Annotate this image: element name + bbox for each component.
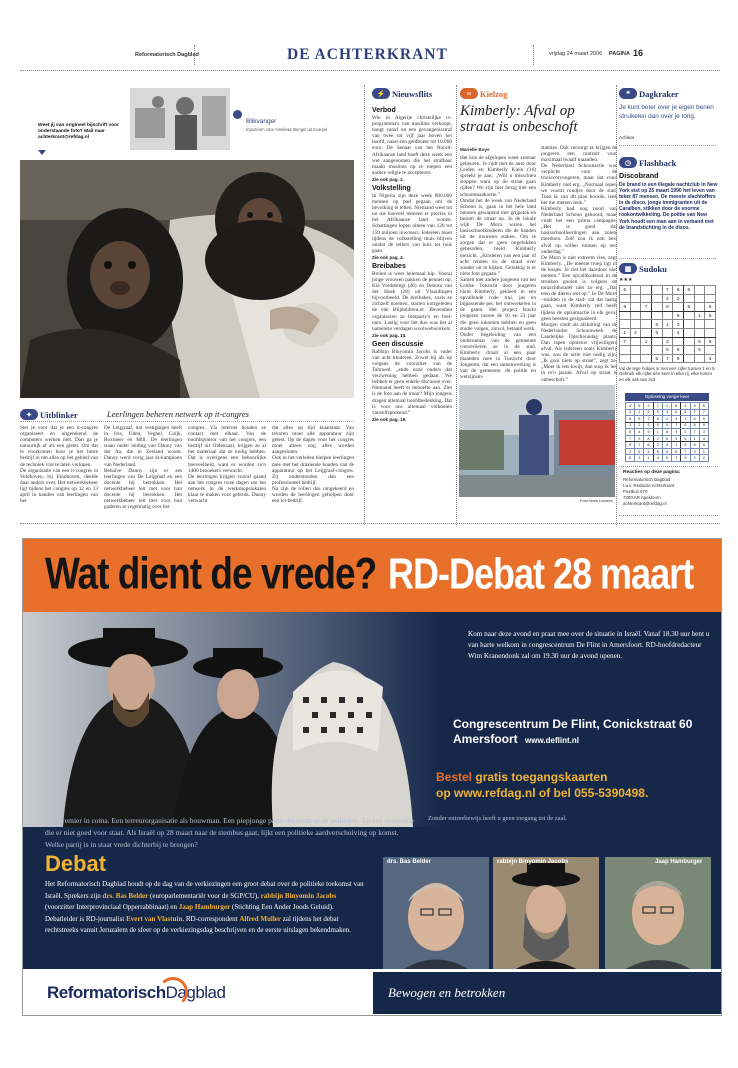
solution-cell: 1 — [626, 422, 635, 429]
solution-cell: 6 — [662, 455, 671, 462]
kielzog-col-2: stanties. Ook verzorgt ze krijgen de jongeren een contract voor maximaal twaalf maanden. De Nederland Schoonactie was verplicht voor de traciecoryongeren, maar dat vond Kimberly niet erg. „Normaal lopen we vooral rondjes door de stad. Toen ik van dit plan hoorde, leek het me meteen leuk.” Kimberly had nog nooit van Nederland Schoon gehoord, maar vindt het een prima campagne. „Het is goed dat basisschoolleerlingen aan zoiets meedoen. Zelf zou ik ook best afval op willen ruimen op een ouderdag.” De Morn is niet extreem vies, zegt Kimberly. „De meeste troep ligt in de bosjes. Je ziet het daardoor niet meteen.” Een opvallikoktoni in de struiken gooien is volgens de tonzichthouder niet zo erg. „Dat eten de dieren wel op.” In De Morn ~midden in de stad- zat dat laatig gaan, want Kimberly zelf heeft tijdens de opruimactie in elk geval geen beesten gesignaleerd. Morgen vindt als afsluiting van de Nederlandse Schoonweek de Landelijke Opschoondag plaats. Dan rapen opnieuw vrijwilligers afval. Als iedereen zoals Kimberly was, zou de actie niet nodig zijn. „Ik gooi niets op straat”, zegt ze. „Moet ik iets kwijt, dan stop ik het in m'n jaszak. Afval op straat is onbeschoft.” — [541, 145, 617, 383]
sudoku-cell: 7 — [662, 286, 673, 295]
sudoku-cell: 5 — [705, 311, 716, 320]
contact-address: Reformatorisch Dagblad t.a.v. Redactie Achterkrant Postbus 670 7300 AR Apeldoorn achterkrant@refdag.nl — [623, 477, 675, 506]
grid-row — [620, 311, 716, 320]
paper-name: Reformatorisch Dagblad — [135, 52, 199, 58]
solution-cell: 8 — [690, 442, 699, 449]
solution-cell: 6 — [635, 448, 644, 455]
grid-row — [620, 303, 716, 312]
solution-cell: 8 — [662, 429, 671, 436]
news-ref: Zie ook pag. 4. — [372, 254, 404, 260]
lightning-icon: ⚡ — [372, 88, 390, 99]
ad-headline-left: Wat dient de vrede? — [45, 549, 377, 599]
solution-cell: 8 — [653, 448, 662, 455]
sudoku-cell: 8 — [683, 286, 694, 295]
solution-cell: 4 — [653, 455, 662, 462]
portrait-jacobs — [493, 857, 599, 977]
solution-cell: 1 — [662, 403, 671, 410]
news-item — [372, 341, 452, 422]
sudoku-cell[interactable] — [683, 328, 694, 337]
rd-logo[interactable] — [47, 983, 225, 1003]
solution-cell: 9 — [635, 416, 644, 423]
solution-cell: 5 — [672, 409, 681, 416]
news-body: Breien is weer helemaal hip. Vooral jonge vrouwen pakken de pennen op. Kia Vredebregt (46) en Debora van der Hoek (28) uit Vlaardingen bijvoorbeeld. De breibabes, zoals ze zichzelf noemen, starten kortgeleden de site Blijdubbreu.nl. Bevendien organiseren ze breiparty's en brei-uurs. Lastig voor het duo was het al namenste verdagen woolwebwinkels. — [372, 270, 452, 332]
sudoku-instructions: Vul de lege hokjes in met een cijfer tussen 1 en 9. Gebruik elk cijfer één keer in elke rij, elke kolom en elk vak van 3x3. — [619, 366, 716, 382]
dagkraker-label: Dagkraker — [639, 88, 679, 99]
solution-cell: 1 — [644, 455, 653, 462]
sudoku-cell[interactable] — [620, 311, 631, 320]
news-ref: Zie ook pag. 2. — [372, 176, 404, 182]
star-icon: ✦ — [20, 409, 38, 420]
grid-row — [620, 320, 716, 329]
sudoku-cell[interactable] — [641, 320, 652, 329]
sudoku-cell[interactable] — [705, 320, 716, 329]
kielzog-tag — [460, 88, 540, 99]
sudoku-cell: 5 — [620, 286, 631, 295]
sudoku-cell[interactable] — [641, 328, 652, 337]
sudoku-cell: 2 — [630, 328, 641, 337]
solution-cell: 7 — [699, 409, 708, 416]
sudoku-cell: 8 — [662, 303, 673, 312]
sudoku-cell[interactable] — [630, 354, 641, 363]
logo-text-b: Dagblad — [165, 983, 226, 1002]
sudoku-cell: 1 — [694, 311, 705, 320]
solution-grid — [625, 402, 709, 462]
sudoku-cell[interactable] — [705, 346, 716, 355]
sudoku-cell: 9 — [694, 337, 705, 346]
sudoku-cell[interactable] — [620, 294, 631, 303]
solution-cell: 5 — [644, 429, 653, 436]
solution-cell: 2 — [690, 455, 699, 462]
venue-city: Amersfoort — [453, 732, 518, 746]
solution-cell: 2 — [699, 455, 708, 462]
sudoku-cell: 8 — [662, 346, 673, 355]
solution-cell: 2 — [690, 409, 699, 416]
grid-row — [620, 354, 716, 363]
sudoku-cell: 6 — [673, 346, 684, 355]
flashback-text: De brand in een illegale nachtclub in New York eist op 25 maart 1990 het leven van teker 87 mensen. De meeste slachtoffers in de disco, jonge immigranten uit de Caraïben, stikken door de enorme rookontwikkeling. De politie van New York houdt een man aan in verband met de brandstichting in de disco. — [619, 182, 718, 231]
sudoku-cell: 9 — [673, 354, 684, 363]
uitblinker-headline: Leerlingen beheren netwerk op it-congres — [107, 409, 249, 419]
sudoku-cell: 1 — [641, 337, 652, 346]
news-ref: Zie ook pag. 13. — [372, 332, 407, 338]
solution-cell: 4 — [635, 429, 644, 436]
blikvanger-thumbnail — [130, 88, 230, 150]
ad-premier-text: Een premier in coma. Een terreurorganisatie als bouwman. Een piepjonge partij die piekt in de peilingen. En een economie die er niet goed voor staat. Als Israël op 28 maart naar de stembus gaat, lijkt een politieke aardverschuiving op komst. Welke partij is in staat vrede dichterbij te brengen? — [45, 816, 414, 849]
sudoku-cell[interactable] — [705, 286, 716, 295]
solution-cell: 9 — [699, 422, 708, 429]
portrait-hamburger-label: Jaap Hamburger — [655, 859, 703, 865]
solution-cell: 1 — [681, 416, 690, 423]
solution-cell: 8 — [644, 435, 653, 442]
debate-leader: Evert van Vlastuin — [126, 914, 183, 923]
dagkraker-quote: Je kunt beter over je eigen benen struikelen dan over je tong. — [619, 104, 714, 120]
sudoku-cell: 2 — [673, 294, 684, 303]
sudoku-cell: 4 — [662, 294, 673, 303]
news-item — [372, 263, 452, 338]
sudoku-cell[interactable] — [683, 346, 694, 355]
sudoku-cell: 6 — [705, 303, 716, 312]
sudoku-cell: 5 — [683, 303, 694, 312]
solution-cell: 2 — [644, 403, 653, 410]
sudoku-cell[interactable] — [694, 328, 705, 337]
flashback-tag — [619, 157, 716, 168]
pencil-icon — [233, 110, 242, 119]
page-number: 16 — [633, 48, 644, 58]
sudoku-difficulty: ★★★ — [619, 277, 633, 283]
solution-cell: 2 — [653, 442, 662, 449]
blikvanger-title: Blikvanger — [246, 118, 277, 125]
grid-row — [626, 455, 709, 462]
sudoku-cell[interactable] — [683, 354, 694, 363]
rd-debat-advertisement[interactable] — [22, 538, 722, 1016]
solution-cell: 4 — [644, 448, 653, 455]
clock-icon: ◷ — [619, 157, 637, 168]
sudoku-cell[interactable] — [620, 346, 631, 355]
solution-cell: 2 — [653, 435, 662, 442]
uitblinker-col-3: congres. Via internet houden ze contact met elkaar. Van de hoofdsponsor van het congres, een bedrijf uit Oldenzaal, krijgen ze al het materiaal dat ze nodig hebben. Dat is overigens een behoorlijke hoeveelheid, want er worden zo'n 1400 bezoekers verwacht. De leerlingen krijgen vooraf gaand aan het congres twee dagen om het netwerk in de werkshopslokalen klaar te maken voor gebruik. Danny verwacht — [188, 425, 266, 505]
solution-cell: 9 — [672, 429, 681, 436]
flashback-label: Flashback — [639, 157, 677, 168]
solution-cell: 2 — [681, 429, 690, 436]
portrait-belder — [383, 857, 489, 977]
sudoku-cell[interactable] — [641, 294, 652, 303]
solution-cell: 8 — [672, 403, 681, 410]
sudoku-cell[interactable] — [630, 320, 641, 329]
debat-text: Het Reformatorisch Dagblad houdt op de dag van de verkiezingen een groot debat over de politieke toekomst van Israël. Sprekers zijn drs. Bas Belder (europarlementariër voor de SGP/CU), rabbijn Binyomin Jacobs (voorzitter Interprovinciaal Opperrabbinaat) en Jaap Hamburger (Stichting Een Ander Joods Geluid). Debatleider is RD-journalist Evert van Vlastuin. RD-correspondent Alfred Muller zal tijdens het debat rechtstreeks vanuit Jeruzalem de sfeer op de verkiezingsdag beschrijven en de eerste uitslagen bekendmaken. — [45, 880, 364, 934]
solution-cell: 7 — [653, 403, 662, 410]
solution-cell: 5 — [653, 422, 662, 429]
solution-cell: 3 — [690, 448, 699, 455]
sudoku-cell: 6 — [651, 328, 662, 337]
content-bottom-rule — [20, 523, 720, 524]
tickets-contact: op www.refdag.nl of bel 055-5390498. — [436, 786, 649, 800]
speaker-2: rabbijn Binyomin Jacobs — [260, 891, 337, 900]
news-body: In Nigeria zijn deze week 800.000 mensen op pad gegaan om de bevolking te tellen. Niemand weet tot nu toe hoeveel mensen er precies in het Afrikaanse land wonen. Schattingen lopen uiteen van 120 tot 150 miljoen inwoners. Iedereen moet tijdens de volkstelling thuis blijven omdat de tellers van huis tot huis gaan. — [372, 192, 452, 254]
sudoku-cell[interactable] — [683, 320, 694, 329]
uitblinker-col-1: Stel je voor dat je een it-congres organiseert en uitgerekend de computers werken niet. Dan ga je natuurlijk af als een gieter. Om dat te voorkomen huur je het beste bedrijf in om alles op het gebied van de techniek vlot te laten verlopen. De organisatie van een it-congres in Veldhoven, bij Eindhoven, deelde daar anders over. Het netwerkbeheer ligt tijdens het congres op 12 en 13 april in handen van leerlingen van het — [20, 425, 98, 505]
sudoku-label: Sudoku — [639, 263, 667, 274]
solution-cell: 3 — [662, 442, 671, 449]
solution-cell: 5 — [699, 442, 708, 449]
uitblinker-label: Uitblinker — [40, 409, 78, 420]
nieuwsflits-label: Nieuwsflits — [392, 88, 433, 99]
kielzog-label: Kielzog — [480, 88, 508, 99]
solution-cell: 2 — [626, 448, 635, 455]
ad-intro: Kom naar deze avond en praat mee over de situatie in Israël. Vanaf 18.30 uur bent u van harte welkom in congrescentrum De Flint in Amersfoort. RD-hoofdredacteur Wim Kranendonk zal om 19.30 uur de avond openen. — [468, 630, 710, 660]
solution-cell: 8 — [626, 416, 635, 423]
speaker-3: Jaap Hamburger — [178, 903, 231, 911]
sudoku-cell[interactable] — [641, 286, 652, 295]
sudoku-cell: 3 — [673, 320, 684, 329]
logo-text-a: Reformatorisch — [47, 983, 166, 1002]
ad-venue — [453, 717, 718, 748]
sudoku-cell[interactable] — [630, 346, 641, 355]
solution-cell: 7 — [626, 435, 635, 442]
correspondent: Alfred Muller — [239, 914, 281, 923]
news-body: Rabbijn Binyomin Jacobs is vader van acht kinderen. Zowel bij als op volgens de voorzitter van de Talmoed. „ende onze ouders dat verzwening hebben gedaan. We hebben er geen enkele discussie over. Niemand heeft er behoefte aan. Ziet is de foto aan de muur? Mijn jongens dragen allemaal hoofdbedekking. Dat is voor ons allemaal volkomen vanzelfsprekend.” — [372, 348, 452, 416]
sudoku-cell[interactable] — [705, 294, 716, 303]
sudoku-cell[interactable] — [694, 320, 705, 329]
sudoku-cell[interactable] — [651, 337, 662, 346]
news-title: Breibabes — [372, 262, 406, 270]
solution-cell: 1 — [690, 435, 699, 442]
solution-cell: 6 — [681, 442, 690, 449]
solution-cell: 4 — [699, 435, 708, 442]
ad-footer — [23, 969, 722, 1016]
solution-cell: 1 — [672, 442, 681, 449]
solution-cell: 1 — [699, 448, 708, 455]
photo-prompt: Weet jij van origineel bijschrift voor onderstaande foto? Mail naar achterkrant@refdag.nl — [38, 123, 119, 140]
sudoku-cell[interactable] — [683, 311, 694, 320]
sudoku-cell[interactable] — [662, 311, 673, 320]
news-title: Geen discussie — [372, 340, 424, 348]
solution-cell: 7 — [644, 416, 653, 423]
sudoku-cell[interactable] — [694, 303, 705, 312]
kielzog-headline: Kimberly: Afval op straat is onbeschoft — [460, 103, 578, 135]
solution-cell: 1 — [653, 429, 662, 436]
news-item — [372, 185, 452, 260]
sudoku-cell: 7 — [641, 303, 652, 312]
solution-cell: 3 — [644, 422, 653, 429]
sudoku-cell[interactable] — [630, 294, 641, 303]
solution-cell: 9 — [662, 448, 671, 455]
grid-row — [620, 346, 716, 355]
news-ref: Zie ook pag. 19. — [372, 416, 407, 422]
solution-cell: 7 — [635, 442, 644, 449]
solution-cell: 6 — [644, 442, 653, 449]
solution-cell: 5 — [681, 435, 690, 442]
solution-cell: 8 — [681, 409, 690, 416]
sudoku-cell[interactable] — [651, 311, 662, 320]
grid-row — [620, 328, 716, 337]
section-title: DE ACHTERKRANT — [287, 46, 448, 63]
issue-date: vrijdag 24 maart 2006 — [549, 51, 603, 57]
solution-cell: 8 — [690, 422, 699, 429]
solution-cell: 6 — [681, 422, 690, 429]
news-title: Verbod — [372, 107, 396, 114]
solution-cell: 9 — [626, 442, 635, 449]
solution-cell: 7 — [690, 429, 699, 436]
ad-headline-right: RD-Debat 28 maart — [388, 549, 694, 599]
sudoku-cell[interactable] — [694, 294, 705, 303]
solution-cell: 3 — [626, 409, 635, 416]
venue-name: Congrescentrum De Flint, Conickstraat 60 — [453, 717, 693, 731]
solution-cell: 5 — [699, 416, 708, 423]
sudoku-cell[interactable] — [630, 337, 641, 346]
solution-cell: 1 — [635, 409, 644, 416]
portrait-hamburger — [605, 857, 711, 977]
solution-cell: 9 — [681, 455, 690, 462]
grid-row — [620, 337, 716, 346]
sudoku-cell: 5 — [651, 354, 662, 363]
sudoku-cell: 9 — [673, 311, 684, 320]
news-title: Volkstelling — [372, 184, 411, 192]
sudoku-cell[interactable] — [630, 311, 641, 320]
kimberly-photo — [459, 385, 615, 497]
solution-cell: 5 — [672, 448, 681, 455]
kielzog-col-1: Het kon de afgelopen week zomaar gebeuren. Je rijdt met de auto door Leiden en Kimberly Klein (16) spreekt je aan: „Wilt u misschien stoppen want op de straat gaan rijden? We zijn hier bezig met een schoonmaakactie.” Omdat het de week van Nederland Schoon is, gaan in het hele land mensen gewapend met grijpstok en bezem de straat op. In de lokale wijk De Morn waren het basisschoolkinderen die de handen uit de mouwen staken. Om te zorgen dat er geen ongelukken gebeurden, hield Kimberly toezicht. „Kinderen van een jaar of acht rennen zo de straat over zonder uit te kijken. Gelukkig is er niets fout gegaan.” Samen met andere jongeren van het Leidse Toezicht door jongeren hield Kimberly, gekleed in een opvallende rode trui, jas en bijpassende pet, het ontwerkeren in de gaten. Het project bracht jongeren tussen de 16 en 23 jaar die geen inkomen hebben en geen studie volgen, zinvol, betaald werk. Onder begeleiding van een ondernemar van de gemeente converlieren ze in de stad. Kimberly draait al een paar maanden mee in Toezicht door Jongeren, dat een samenwerking is van de gemeente, de politie en welzijnsin- — [460, 155, 536, 381]
uitblinker-tag — [20, 409, 100, 420]
sudoku-cell[interactable] — [673, 303, 684, 312]
sudoku-cell: 7 — [620, 337, 631, 346]
portrait-belder-label: drs. Bas Belder — [387, 859, 432, 865]
sudoku-cell[interactable] — [641, 346, 652, 355]
grid-row — [620, 294, 716, 303]
solution-cell: 3 — [635, 455, 644, 462]
ad-tickets[interactable] — [436, 769, 721, 801]
solution-cell: 9 — [653, 409, 662, 416]
sudoku-cell[interactable] — [620, 354, 631, 363]
speaker-1: drs. Bas Belder — [102, 891, 149, 900]
solution-cell: 3 — [699, 429, 708, 436]
debat-title: Debat — [45, 851, 107, 876]
sudoku-cell: 4 — [705, 354, 716, 363]
sudoku-cell[interactable] — [705, 328, 716, 337]
solution-cell: 3 — [672, 435, 681, 442]
sudoku-cell[interactable] — [694, 286, 705, 295]
contact-box — [619, 466, 718, 516]
logo-swoosh-icon — [158, 977, 188, 1007]
solution-cell: 3 — [681, 403, 690, 410]
sudoku-cell[interactable] — [683, 294, 694, 303]
sudoku-cell[interactable] — [662, 328, 673, 337]
masthead — [0, 40, 738, 70]
solution-label: Oplossing vorige keer — [625, 393, 709, 401]
flashback-title: Discobrand — [619, 171, 659, 180]
sudoku-cell: 6 — [651, 320, 662, 329]
grid-icon: ▦ — [619, 263, 637, 274]
ad-reserve-text: Zonder entreebewijs heeft u geen toegang tot de zaal. — [428, 815, 567, 822]
sudoku-cell: 8 — [705, 337, 716, 346]
solution-cell: 3 — [672, 416, 681, 423]
news-item — [372, 107, 452, 182]
kielzog-byline: Marielle Boys — [460, 147, 490, 152]
sudoku-cell: 1 — [662, 320, 673, 329]
sudoku-cell[interactable] — [641, 354, 652, 363]
solution-cell: 7 — [672, 422, 681, 429]
sudoku-cell: 6 — [673, 286, 684, 295]
masthead-rule — [20, 70, 720, 71]
sudoku-cell: 7 — [662, 354, 673, 363]
solution-cell: 9 — [690, 403, 699, 410]
ad-people-photo — [23, 612, 443, 827]
sudoku-cell[interactable] — [641, 311, 652, 320]
solution-cell: 6 — [644, 409, 653, 416]
uitblinker-col-2: De Leijgraaf, dat vestigingen heeft in Oss, Uden, Veghel, Cuijk, Boxmeer en Mill. De leerlingen staan onder leiding van Danny van der Aa, die in Zeeland woont. Danny werd vorig jaar kt-kampioen van Nederland. Behalve Danny zijn er zes leerlingen van De Leijgraaf en een docente bij betrokken. Het netwerkbeheer leit met voor hun docente bij betrokken. Het netwerkbeheer leit met voor hun gaderen ze regelmatig over het — [104, 425, 182, 511]
sudoku-cell[interactable] — [651, 303, 662, 312]
nieuwsflits-tag — [372, 88, 452, 99]
solution-cell: 2 — [635, 422, 644, 429]
solution-cell: 7 — [672, 455, 681, 462]
sudoku-cell: 4 — [673, 328, 684, 337]
solution-cell: 5 — [635, 403, 644, 410]
venue-url[interactable]: www.deflint.nl — [525, 736, 579, 745]
sudoku-cell[interactable] — [651, 294, 662, 303]
quote-icon: ❝ — [619, 88, 637, 99]
tickets-free: gratis toegangskaarten — [475, 770, 608, 784]
sudoku-cell[interactable] — [694, 354, 705, 363]
dagkraker-tag — [619, 88, 716, 99]
sudoku-cell[interactable] — [683, 337, 694, 346]
sudoku-cell: 1 — [620, 328, 631, 337]
solution-cell: 7 — [681, 448, 690, 455]
contact-title: Reacties op deze pagina: — [623, 470, 681, 475]
sudoku-cell[interactable] — [651, 346, 662, 355]
sudoku-cell: 5 — [694, 346, 705, 355]
solution-cell: 4 — [662, 409, 671, 416]
solution-cell: 4 — [626, 403, 635, 410]
grid-row — [620, 286, 716, 295]
solution-cell: 5 — [626, 455, 635, 462]
sudoku-cell: 9 — [620, 303, 631, 312]
caret-down-icon — [38, 150, 46, 155]
sudoku-cell[interactable] — [651, 286, 662, 295]
uitblinker-col-4: dat alles op tijd klaarstaat. Van tevoren moet alle apparatuur zijn getest. Op de dagen voor het congres moet alleen nog alles worden aangesloten. Ook in het verleden hielpen leerlingen mee met het draaiende houden van de apparatuur op het Leijgraaf-congres. Zij onderstonden dan een professioneel bedrijf. Na zijn de rollen dus omgekeerd en worden de leerlingen geholpen door een ict-bedrijf. — [272, 425, 354, 505]
slogan-text: Bewogen en betrokken — [388, 985, 506, 1000]
sudoku-cell[interactable] — [620, 320, 631, 329]
ad-slogan — [373, 972, 722, 1014]
page-label: PAGINA — [609, 51, 630, 57]
sudoku-cell: 2 — [662, 337, 673, 346]
sudoku-cell[interactable] — [630, 303, 641, 312]
sudoku-grid[interactable] — [619, 285, 716, 363]
portrait-jacobs-label: rabbijn Binyomin Jacobs — [497, 859, 569, 865]
gorilla-photo — [20, 160, 354, 398]
solution-cell: 9 — [635, 435, 644, 442]
blikvanger-caption: Inpozeren voor Amelieke Bangel uit Scarpel — [246, 127, 328, 132]
tickets-order: Bestel — [436, 770, 473, 784]
news-body: Wie in Algerije christelijke tv-programma's van moslims verkoopt, hangt vanaf nu een gevangenisstraf van twee tot vijf jaar boven het hoofd, naast een geldboete tot 10.000 euro. De Senaat van het Noord-Afrikaanse land heeft deze week een wet aangenomen die het strafbaar maakt moslims op te roepen een andere religie te accepteren. — [372, 115, 452, 176]
nieuwsflits-column — [372, 104, 452, 524]
sudoku-tag — [619, 263, 716, 274]
solution-cell: 6 — [626, 429, 635, 436]
sudoku-cell[interactable] — [673, 337, 684, 346]
dagkraker-author: Achikar — [619, 135, 635, 140]
sudoku-cell[interactable] — [630, 286, 641, 295]
photo-credit: Foto Mark Lamers — [580, 498, 613, 503]
solution-cell: 4 — [662, 422, 671, 429]
wave-icon: ≈ — [460, 88, 478, 99]
solution-cell: 2 — [662, 416, 671, 423]
solution-cell: 6 — [662, 435, 671, 442]
solution-cell: 4 — [690, 416, 699, 423]
solution-cell: 6 — [699, 403, 708, 410]
solution-cell: 6 — [653, 416, 662, 423]
